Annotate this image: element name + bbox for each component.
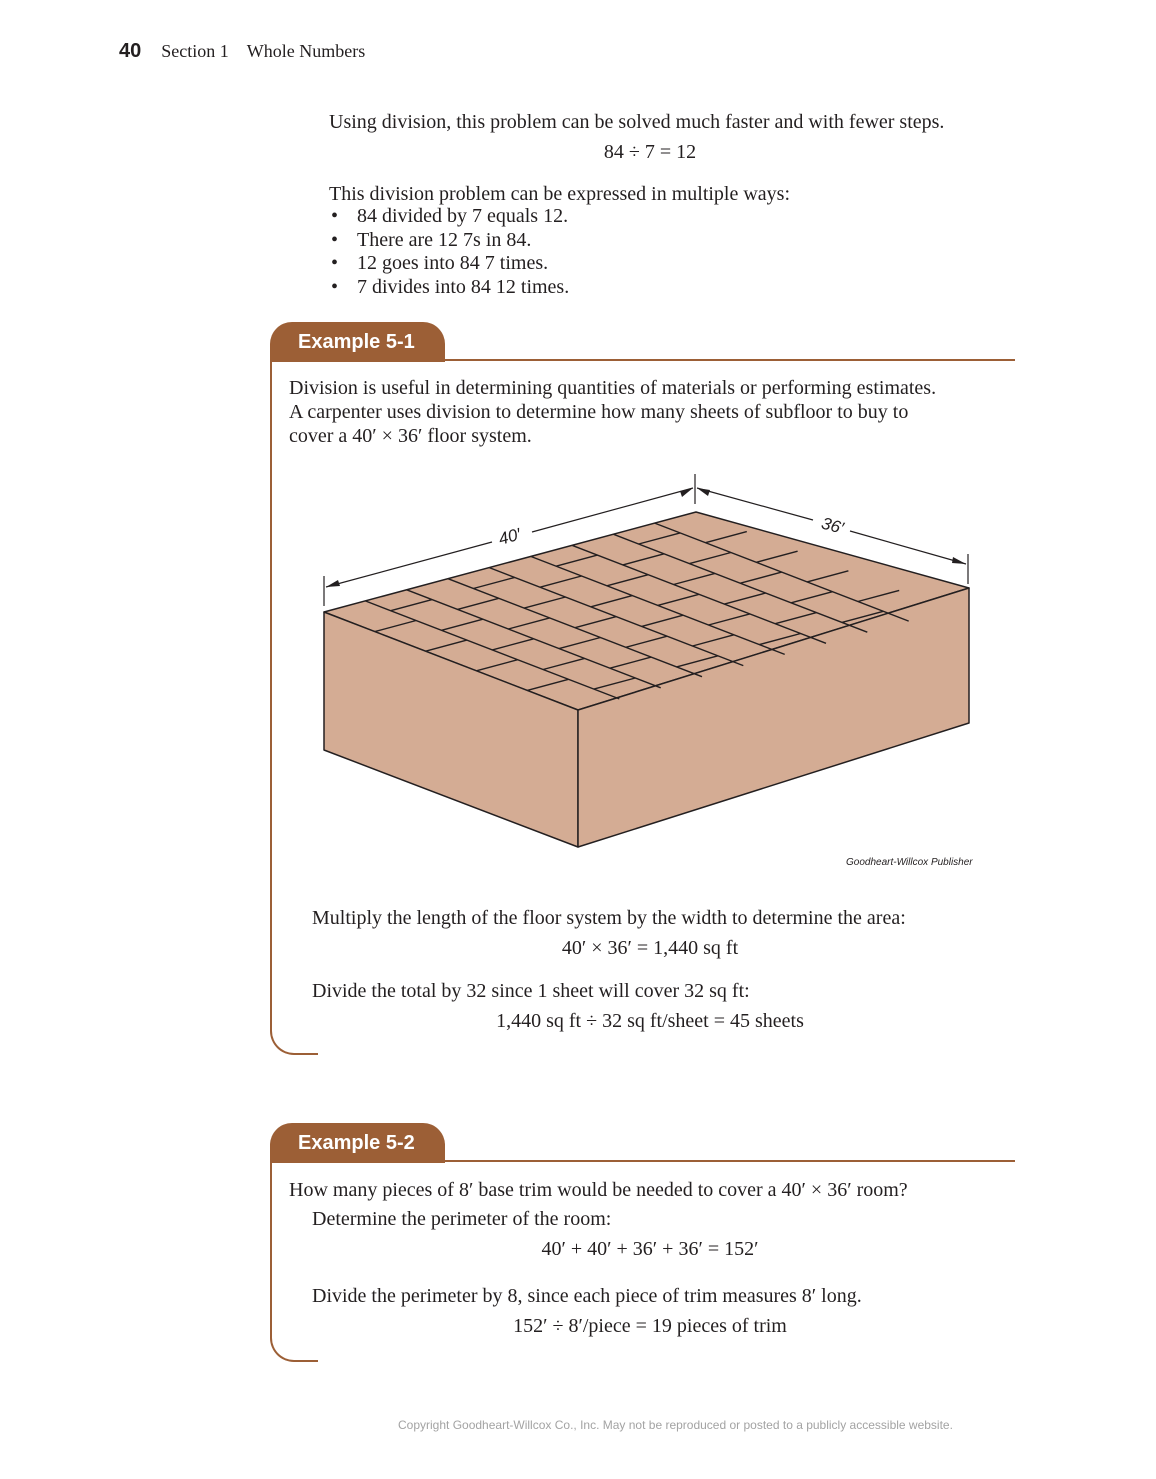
width-dimension-label: 36′ [819, 513, 846, 538]
intro-equation: 84 ÷ 7 = 12 [603, 141, 697, 163]
figure-credit: Goodheart-Willcox Publisher [846, 857, 973, 868]
page-header [119, 40, 365, 70]
example-1-step-2: Divide the total by 32 since 1 sheet will cover 32 sq ft: [312, 980, 750, 1002]
example-2-equation-2: 152′ ÷ 8′/piece = 19 pieces of trim [513, 1315, 787, 1337]
example-1-step-1: Multiply the length of the floor system by the width to determine the area: [312, 907, 906, 929]
intro-sentence: Using division, this problem can be solved much faster and with fewer steps. [329, 111, 945, 133]
copyright-notice: Copyright Goodheart-Willcox Co., Inc. May not be reproduced or posted to a publicly accessible website. [398, 1418, 953, 1432]
list-item: • 12 goes into 84 7 times. [331, 252, 549, 274]
example-1-equation-1: 40′ × 36′ = 1,440 sq ft [561, 937, 739, 959]
list-item: • 84 divided by 7 equals 12. [331, 205, 569, 227]
example-2-equation-1: 40′ + 40′ + 36′ + 36′ = 152′ [541, 1238, 759, 1260]
length-dimension-label: 40′ [496, 524, 523, 549]
example-2-tab: Example 5-2 [270, 1123, 445, 1163]
example-1-rule [270, 359, 1015, 361]
example-2-rule [270, 1160, 1015, 1162]
example-1-tab: Example 5-1 [270, 322, 445, 362]
example-2-question: How many pieces of 8′ base trim would be needed to cover a 40′ × 36′ room? [289, 1179, 908, 1201]
list-item: • There are 12 7s in 84. [331, 228, 532, 251]
list-item: • 7 divides into 84 12 times. [331, 275, 570, 298]
page-number: 40 [119, 40, 142, 62]
example-1-text: Division is useful in determining quantities of materials or performing estimates. A carpenter uses division to determine how many sheets of subfloor to buy to cover a 40′ × 36′ floor system. [289, 377, 937, 447]
subfloor-figure [310, 470, 990, 855]
example-1-equation-2: 1,440 sq ft ÷ 32 sq ft/sheet = 45 sheets [496, 1010, 804, 1032]
division-bullet-list [329, 205, 569, 299]
example-2-step-1: Determine the perimeter of the room: [312, 1208, 612, 1230]
intro-lead: This division problem can be expressed in multiple ways: [329, 183, 791, 205]
example-2-step-2: Divide the perimeter by 8, since each piece of trim measures 8′ long. [312, 1285, 862, 1307]
running-head: Section 1 Whole Numbers [161, 41, 366, 61]
